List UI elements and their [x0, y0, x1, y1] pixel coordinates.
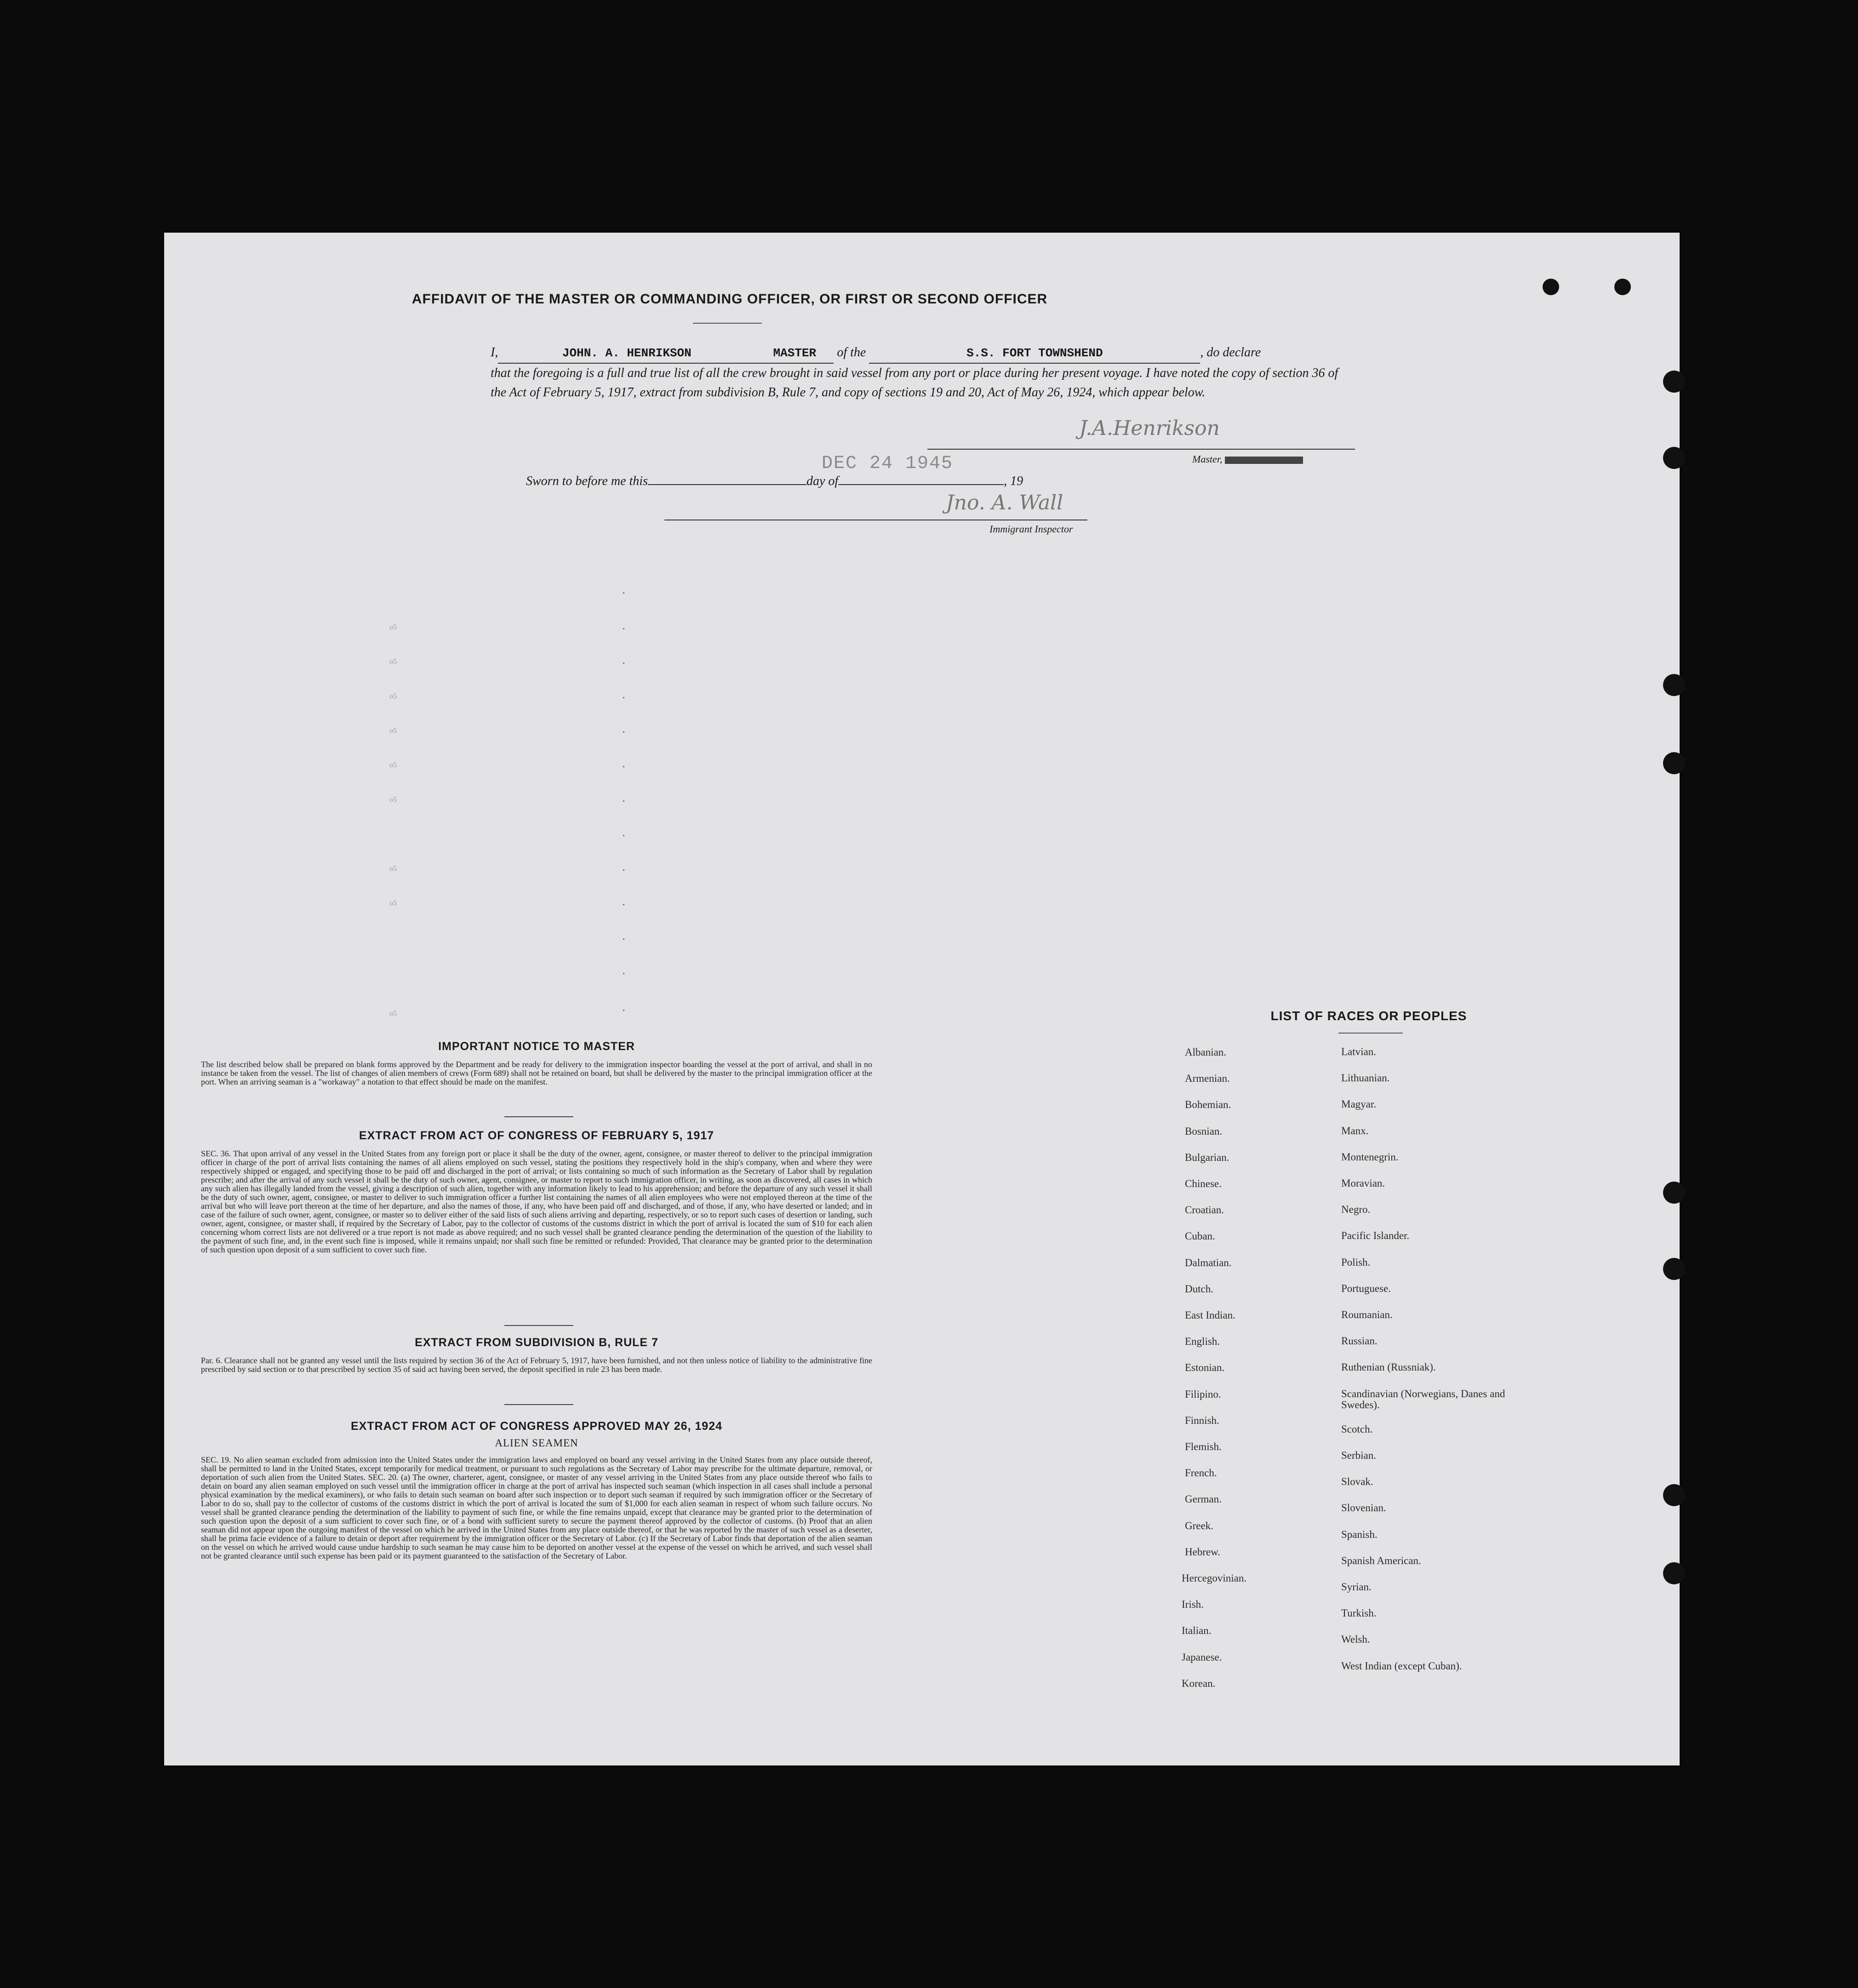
- extract-1924-text: SEC. 19. No alien seaman excluded from admission into the United States under the immigration laws and employed on board any vessel arriving in the United States from any place outside thereof, shall be permitted to land in the United States, except temporarily for medical treatment, or pursuant to such regulations as the Secretary of Labor may prescribe for the ultimate departure, removal, or deportation of such alien from the United States. SEC. 20. (a) The owner, charterer, agent, consignee, or master of any vessel arriving in the United States from any place outside thereof who fails to detain on board any alien seaman employed on such vessel until the immigration officer in charge at the port of arrival has inspected such seaman (which inspection in all cases shall include a personal physical examination by the medical examiners), or who fails to detain such seaman on board after such inspection or to deport such seaman if required by such immigration officer or the Secretary of Labor to do so, shall pay to the collector of customs of the customs district in which the port of arrival is located the sum of $1,000 for each alien seaman in respect of whom such failure occurs. No vessel shall be granted clearance pending the determination of the liability to payment of such fine, or while the fine remains unpaid, except that clearance may be granted prior to the determination of such question upon the deposit of a sum sufficient to cover such fine, or of a bond with sufficient surety to secure the payment thereof approved by the collector of customs. (b) Proof that an alien seaman did not appear upon the outgoing manifest of the vessel on which he arrived in the United States from any place outside thereof, or that he was reported by the master of such vessel as a deserter, shall be prima facie evidence of a failure to detain or deport after requirement by the immigration officer or the Secretary of Labor. (c) If the Secretary of Labor finds that deportation of the alien seaman on the vessel on which he arrived would cause undue hardship to such seaman he may cause him to be deported on another vessel at the expense of the vessel on which he arrived, and such vessel shall not be granted clearance until such expense has been paid or its payment guaranteed to the satisfaction of the Secretary of Labor.: [201, 1455, 872, 1560]
- race-item: Italian.: [1182, 1625, 1212, 1637]
- race-item: Chinese.: [1185, 1178, 1222, 1189]
- race-item: Hercegovinian.: [1182, 1572, 1247, 1584]
- race-item: Montenegrin.: [1341, 1151, 1399, 1163]
- race-item: Estonian.: [1185, 1362, 1225, 1374]
- do-declare-label: , do declare: [1200, 345, 1261, 360]
- race-item: Polish.: [1341, 1256, 1371, 1268]
- notice-title: IMPORTANT NOTICE TO MASTER: [438, 1040, 635, 1053]
- binder-hole: [1663, 1484, 1685, 1506]
- document-page: AFFIDAVIT OF THE MASTER OR COMMANDING OFFICER, OR FIRST OR SECOND OFFICER I, JOHN. A. HENRIKSON MASTER of the S.S. FORT TOWNSHEND , do declare that the foregoing is a full and true list of all the crew brought in said vessel from any port or place during her present voyage. I have noted the copy of section 36 of the Act of February 5, 1917, extract from subdivision B, Rule 7, and copy of sections 19 and 20, Act of May 26, 1924, which appear below. J.A.Henrikson Master, Sworn to before me this day of , 19 DEC 24 1945 Jno. A. Wall Immigrant Inspector o5 o5 o5 o5 o5 o5 o5 o5 o5 IMPORTANT NOTICE TO MASTER The list described below shall be prepared on blank forms approved by the Department and be ready for delivery to the immigration inspector boarding the vessel at the port of arrival, and shall in no instance be taken from the vessel. The list of changes of alien members of crews (Form 689) shall not be retained on board, but shall be delivered by the master to the principal immigration officer at the port. When an arriving seaman is a "workaway" a notation to that effect should be made on the manifest. EXTRACT FROM ACT OF CONGRESS OF FEBRUARY 5, 1917 SEC. 36. That upon arrival of any vessel in the United States from any foreign port or place it shall be the duty of the owner, agent, consignee, or master thereof to deliver to the principal immigration officer in charge of the port of arrival lists containing the names of all aliens employed on such vessel, stating the positions they respectively hold in the ship's company, when and where they were respectively shipped or engaged, and specifying those to be paid off and discharged in the port of arrival; or lists containing so much of such information as the Secretary of Labor shall by regulation prescribe; and after the arrival of any such vessel it shall be the duty of such owner, agent, consignee, or master to report to such immigration officer, in writing, as soon as discovered, all cases in which any such alien has illegally landed from the vessel, giving a description of such alien, together with any information likely to lead to his apprehension; and before the departure of any such vessel it shall be the duty of such owner, agent, consignee, or master to deliver to such immigration officer a further list containing the names of all alien employees who were not employed thereon at the time of the arrival but who will leave port thereon at the time of her departure, and also the names of those, if any, who have been paid off and discharged, and of those, if any, who have deserted or landed; and in case of the failure of such owner, agent, consignee, or master so to deliver either of the said lists of such aliens arriving and departing, respectively, or so to report such cases of desertion or landing, such owner, agent, consignee, or master shall, if required by the Secretary of Labor, pay to the collector of customs of the customs district in which the port of arrival is located the sum of $10 for each alien concerning whom correct lists are not delivered or a true report is not made as above required; and no such vessel shall be granted clearance pending the determination of the question of the liability to the payment of such fine, and, in the event such fine is imposed, while it remains unpaid; nor shall such fine be remitted or refunded: Provided, That clearance may be granted prior to the determination of such question upon deposit of a sum sufficient to cover such fine. EXTRACT FROM SUBDIVISION B, RULE 7 Par. 6. Clearance shall not be granted any vessel until the lists required by section 36 of the Act of February 5, 1917, have been furnished, and not then unless notice of liability to the administrative fine prescribed by said section or to that prescribed by section 35 of said act having been served, the deposit specified in rule 23 has been made. EXTRACT FROM ACT OF CONGRESS APPROVED MAY 26, 1924 ALIEN SEAMEN SEC. 19. No alien seaman excluded from admission into the United States under the immigration laws and employed on board any vessel arriving in the United States from any place outside thereof, shall be permitted to land in the United States, except temporarily for medical treatment, or pursuant to such regulations as the Secretary of Labor may prescribe for the ultimate departure, removal, or deportation of such alien from the United States. SEC. 20. (a) The owner, charterer, agent, consignee, or master of any vessel arriving in the United States from any place outside thereof who fails to detain on board any alien seaman employed on such vessel until the immigration officer in charge at the port of arrival has inspected such seaman (which inspection in all cases shall include a personal physical examination by the medical examiners), or who fails to detain such seaman on board after such inspection or to deport such seaman if required by such immigration officer or the Secretary of Labor to do so, shall pay to the collector of customs of the customs district in which the port of arrival is located the sum of $1,000 for each alien seaman in respect of whom such failure occurs. No vessel shall be granted clearance pending the determination of the liability to payment of such fine, or while the fine remains unpaid, except that clearance may be granted prior to the determination of such question upon the deposit of a sum sufficient to cover such fine, or of a bond with sufficient surety to secure the payment thereof approved by the collector of customs. (b) Proof that an alien seaman did not appear upon the outgoing manifest of the vessel on which he arrived in the United States from any place outside thereof, or that he was reported by the master of such vessel as a deserter, shall be prima facie evidence of a failure to detain or deport after requirement by the immigration officer or the Secretary of Labor. (c) If the Secretary of Labor finds that deportation of the alien seaman on the vessel on which he arrived would cause undue hardship to such seaman he may cause him to be deported on another vessel at the expense of the vessel on which he arrived, and such vessel shall not be granted clearance until such expense has been paid or its payment guaranteed to the satisfaction of the Secretary of Labor. LIST OF RACES OR PEOPLES Albanian. Armenian. Bohemian. Bosnian. Bulgarian. Chinese. Croatian. Cuban. Dalmatian. Dutch. East Indian. English. Estonian. Filipino. Finnish. Flemish. French. German. Greek. Hebrew. Hercegovinian. Irish. Italian. Japanese. Korean. Latvian. Lithuanian. Magyar. Manx. Montenegrin. Moravian. Negro. Pacific Islander. Polish. Portuguese. Roumanian. Russian. Ruthenian (Russniak). Scandinavian (Norwegians, Danes and Swedes). Scotch. Serbian. Slovak. Slovenian. Spanish. Spanish American. Syrian. Turkish. Welsh. West Indian (except Cuban).: [164, 233, 1680, 1765]
- race-item: Lithuanian.: [1341, 1072, 1390, 1084]
- race-item: English.: [1185, 1336, 1220, 1348]
- extract-1917-text: SEC. 36. That upon arrival of any vessel in the United States from any foreign port or place it shall be the duty of the owner, agent, consignee, or master thereof to deliver to the principal immigration officer in charge of the port of arrival lists containing the names of all aliens employed on such vessel, stating the positions they respectively hold in the ship's company, when and where they were respectively shipped or engaged, and specifying those to be paid off and discharged in the port of arrival; or lists containing so much of such information as the Secretary of Labor shall by regulation prescribe; and after the arrival of any such vessel it shall be the duty of such owner, agent, consignee, or master to report to such immigration officer, in writing, as soon as discovered, all cases in which any such alien has illegally landed from the vessel, giving a description of such alien, together with any information likely to lead to his apprehension; and before the departure of any such vessel it shall be the duty of such owner, agent, consignee, or master to deliver to such immigration officer a further list containing the names of all alien employees who were not employed thereon at the time of the arrival but who will leave port thereon at the time of her departure, and also the names of those, if any, who have been paid off and discharged, and of those, if any, who have deserted or landed; and in case of the failure of such owner, agent, consignee, or master so to deliver either of the said lists of such aliens arriving and departing, respectively, or so to report such cases of desertion or landing, such owner, agent, consignee, or master shall, if required by the Secretary of Labor, pay to the collector of customs of the customs district in which the port of arrival is located the sum of $10 for each alien concerning whom correct lists are not delivered or a true report is not made as above required; and no such vessel shall be granted clearance pending the determination of the question of the liability to the payment of such fine, and, in the event such fine is imposed, while it remains unpaid; nor shall such fine be remitted or refunded: Provided, That clearance may be granted prior to the determination of such question upon deposit of a sum sufficient to cover such fine.: [201, 1149, 872, 1254]
- binder-hole: [1663, 1182, 1685, 1204]
- race-item: Roumanian.: [1341, 1309, 1393, 1320]
- extract-1924-title: EXTRACT FROM ACT OF CONGRESS APPROVED MAY 26, 1924: [350, 1420, 723, 1433]
- race-item: Korean.: [1182, 1677, 1216, 1689]
- race-item: Magyar.: [1341, 1098, 1377, 1110]
- race-item: French.: [1185, 1467, 1217, 1479]
- master-caption: Master,: [1192, 453, 1303, 465]
- i-label: I,: [491, 345, 498, 360]
- race-item: Moravian.: [1341, 1177, 1385, 1189]
- binder-hole: [1614, 279, 1631, 295]
- race-item: Manx.: [1341, 1125, 1369, 1137]
- race-item: Bulgarian.: [1185, 1151, 1229, 1163]
- race-item: Flemish.: [1185, 1441, 1222, 1452]
- binder-hole: [1663, 1562, 1685, 1584]
- race-item: Spanish.: [1341, 1528, 1378, 1540]
- race-item: Bosnian.: [1185, 1125, 1223, 1137]
- affidavit-body: that the foregoing is a full and true list of all the crew brought in said vessel from any port or place during her present voyage. I have noted the copy of section 36 of the Act of February 5, 1917, extract from subdivision B, Rule 7, and copy of sections 19 and 20, Act of May 26, 1924, which appear below.: [491, 366, 1338, 400]
- race-item: Slovenian.: [1341, 1502, 1386, 1514]
- binder-hole: [1663, 752, 1685, 774]
- race-item: Croatian.: [1185, 1204, 1224, 1216]
- binder-hole: [1663, 371, 1685, 393]
- race-item: West Indian (except Cuban).: [1341, 1660, 1462, 1672]
- race-item: Hebrew.: [1185, 1546, 1221, 1558]
- divider: [504, 1404, 573, 1405]
- inspector-signature: Jno. A. Wall: [946, 491, 1063, 514]
- race-item: Scotch.: [1341, 1423, 1373, 1435]
- race-item: German.: [1185, 1493, 1222, 1505]
- race-item: Syrian.: [1341, 1581, 1372, 1593]
- race-item: Slovak.: [1341, 1476, 1373, 1488]
- binder-hole: [1543, 279, 1559, 295]
- race-item: Irish.: [1182, 1599, 1204, 1611]
- race-item: Cuban.: [1185, 1230, 1215, 1242]
- race-item: Portuguese.: [1341, 1282, 1391, 1294]
- race-item: East Indian.: [1185, 1309, 1235, 1321]
- race-item: Negro.: [1341, 1204, 1371, 1216]
- race-item: Pacific Islander.: [1341, 1230, 1410, 1242]
- race-item: Spanish American.: [1341, 1554, 1421, 1566]
- race-item: Dutch.: [1185, 1283, 1213, 1295]
- races-title-underline: [1338, 1033, 1403, 1034]
- notice-text: The list described below shall be prepared on blank forms approved by the Department and be ready for delivery to the immigration inspector boarding the vessel at the port of arrival, and shall in no instance be taken from the vessel. The list of changes of alien members of crews (Form 689) shall not be retained on board, but shall be delivered by the master to the principal immigration officer at the port. When an arriving seaman is a "workaway" a notation to that effect should be made on the manifest.: [201, 1060, 872, 1086]
- race-item: Ruthenian (Russniak).: [1341, 1361, 1436, 1373]
- race-item: Turkish.: [1341, 1607, 1377, 1619]
- race-item: Greek.: [1185, 1520, 1213, 1531]
- extract-1917-title: EXTRACT FROM ACT OF CONGRESS OF FEBRUARY 5, 1917: [359, 1129, 715, 1142]
- date-stamp: DEC 24 1945: [822, 453, 954, 474]
- race-item: Scandinavian (Norwegians, Danes and Swedes).: [1341, 1388, 1505, 1411]
- vessel-name-field: S.S. FORT TOWNSHEND: [869, 343, 1200, 364]
- inspector-caption: Immigrant Inspector: [989, 523, 1073, 535]
- sworn-line: Sworn to before me this day of , 19: [526, 474, 1023, 488]
- divider: [504, 1116, 573, 1117]
- master-signature: J.A.Henrikson: [1079, 417, 1220, 440]
- title-underline: [693, 323, 762, 324]
- races-title: LIST OF RACES OR PEOPLES: [1270, 1009, 1467, 1023]
- race-item: Filipino.: [1185, 1388, 1221, 1400]
- affidavit-declaration: [491, 343, 1355, 402]
- affidavit-title: AFFIDAVIT OF THE MASTER OR COMMANDING OFFICER, OR FIRST OR SECOND OFFICER: [412, 291, 1048, 307]
- rule7-title: EXTRACT FROM SUBDIVISION B, RULE 7: [415, 1336, 658, 1349]
- race-item: Serbian.: [1341, 1450, 1377, 1461]
- race-item: Armenian.: [1185, 1073, 1230, 1085]
- of-the-label: of the: [837, 345, 866, 360]
- binder-hole: [1663, 674, 1685, 696]
- binder-hole: [1663, 1258, 1685, 1280]
- race-item: Bohemian.: [1185, 1099, 1231, 1111]
- race-item: Dalmatian.: [1185, 1257, 1232, 1268]
- race-item: Latvian.: [1341, 1046, 1376, 1057]
- race-item: Welsh.: [1341, 1634, 1370, 1645]
- race-item: Russian.: [1341, 1335, 1378, 1347]
- binder-hole: [1663, 447, 1685, 469]
- extract-1924-subtitle: ALIEN SEAMEN: [495, 1437, 578, 1449]
- race-item: Japanese.: [1182, 1651, 1222, 1663]
- race-item: Finnish.: [1185, 1414, 1219, 1426]
- race-item: Albanian.: [1185, 1046, 1227, 1058]
- master-name-field: JOHN. A. HENRIKSON: [498, 343, 755, 364]
- position-field: MASTER: [755, 343, 834, 364]
- divider: [504, 1325, 573, 1326]
- master-signature-line: [927, 449, 1355, 450]
- rule7-text: Par. 6. Clearance shall not be granted any vessel until the lists required by section 36 of the Act of February 5, 1917, have been furnished, and not then unless notice of liability to the administrative fine prescribed by said section or to that prescribed by section 35 of said act having been served, the deposit specified in rule 23 has been made.: [201, 1356, 872, 1374]
